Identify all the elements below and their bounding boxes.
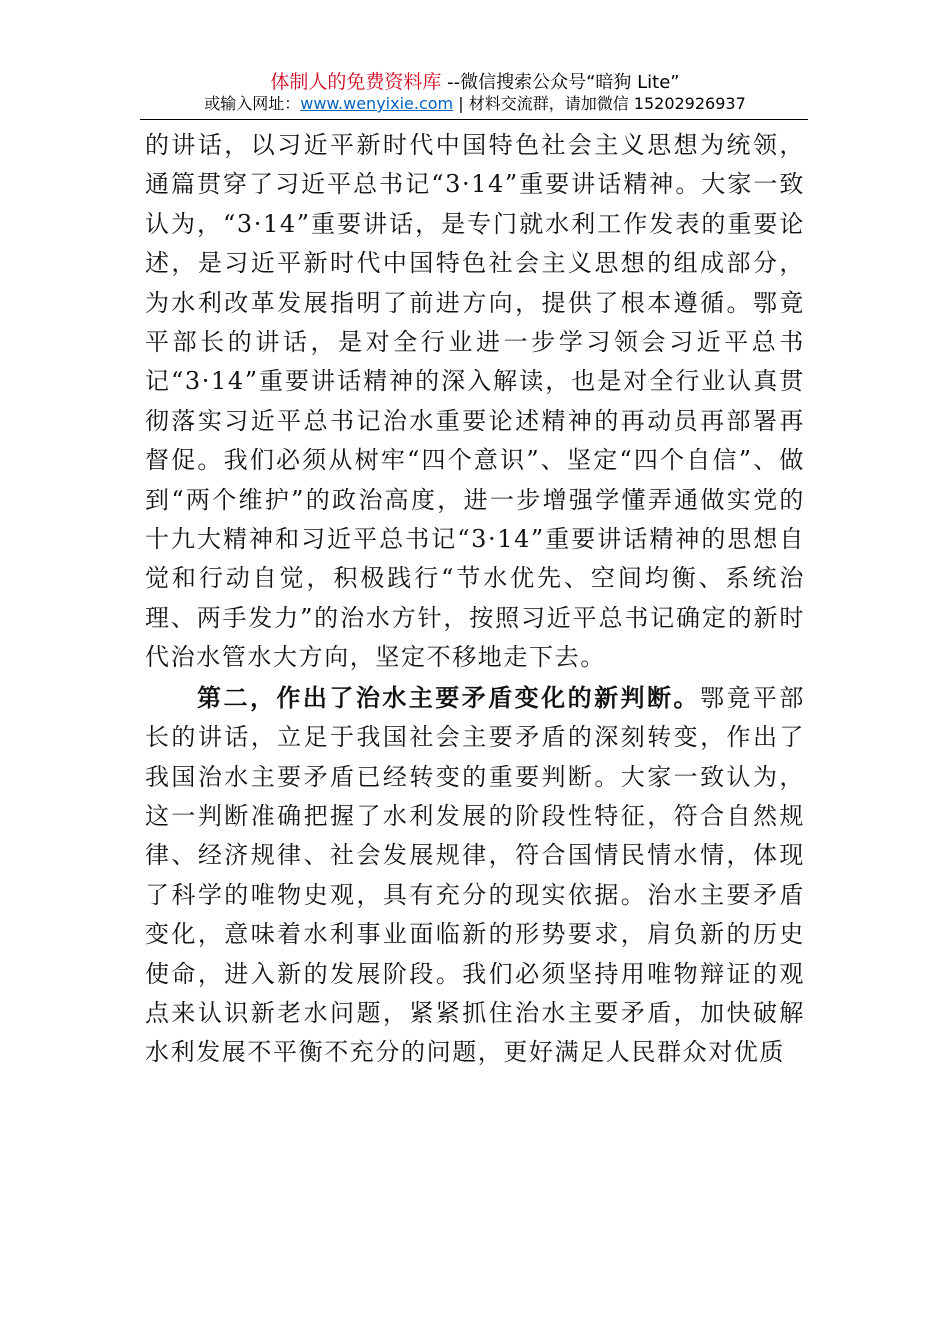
header-url-prefix: 或输入网址： [204,94,301,113]
header-tagline: --微信搜索公众号“暗狗 Lite” [441,72,680,93]
header-divider [140,119,808,120]
header-brand: 体制人的免费资料库 [270,71,442,93]
page-header-contact [0,93,950,115]
paragraph-1: 的讲话，以习近平新时代中国特色社会主义思想为统领，通篇贯穿了习近平总书记“3·14”重要讲话精神。大家一致认为，“3·14”重要讲话，是专门就水利工作发表的重要论述，是习近平新时代中国特色社会主义思想的组成部分，为水利改革发展指明了前进方向，提供了根本遵循。鄂竟平部长的讲话，是对全行业进一步学习领会习近平总书记“3·14”重要讲话精神的深入解读，也是对全行业认真贯彻落实习近平总书记治水重要论述精神的再动员再部署再督促。我们必须从树牢“四个意识”、坚定“四个自信”、做到“两个维护”的政治高度，进一步增强学懂弄通做实党的十九大精神和习近平总书记“3·14”重要讲话精神的思想自觉和行动自觉，积极践行“节水优先、空间均衡、系统治理、两手发力”的治水方针，按照习近平总书记确定的新时代治水管水大方向，坚定不移地走下去。 [145,131,805,672]
document-body [145,126,805,1073]
header-contact: | 材料交流群，请加微信 15202926937 [453,94,746,113]
paragraph-2-lead: 第二，作出了治水主要矛盾变化的新判断。 [197,682,700,712]
header-url-link[interactable]: www.wenyixie.com [300,94,454,113]
paragraph-2-text: 鄂竟平部长的讲话，立足于我国社会主要矛盾的深刻转变，作出了我国治水主要矛盾已经转变的重要判断。大家一致认为，这一判断准确把握了水利发展的阶段性特征，符合自然规律、经济规律、社会发展规律，符合国情民情水情，体现了科学的唯物史观，具有充分的现实依据。治水主要矛盾变化，意味着水利事业面临新的形势要求，肩负新的历史使命，进入新的发展阶段。我们必须坚持用唯物辩证的观点来认识新老水问题，紧紧抓住治水主要矛盾，加快破解水利发展不平衡不充分的问题，更好满足人民群众对优质 [145,683,806,1067]
paragraph-2 [145,678,805,1073]
page-header-title [0,70,950,95]
